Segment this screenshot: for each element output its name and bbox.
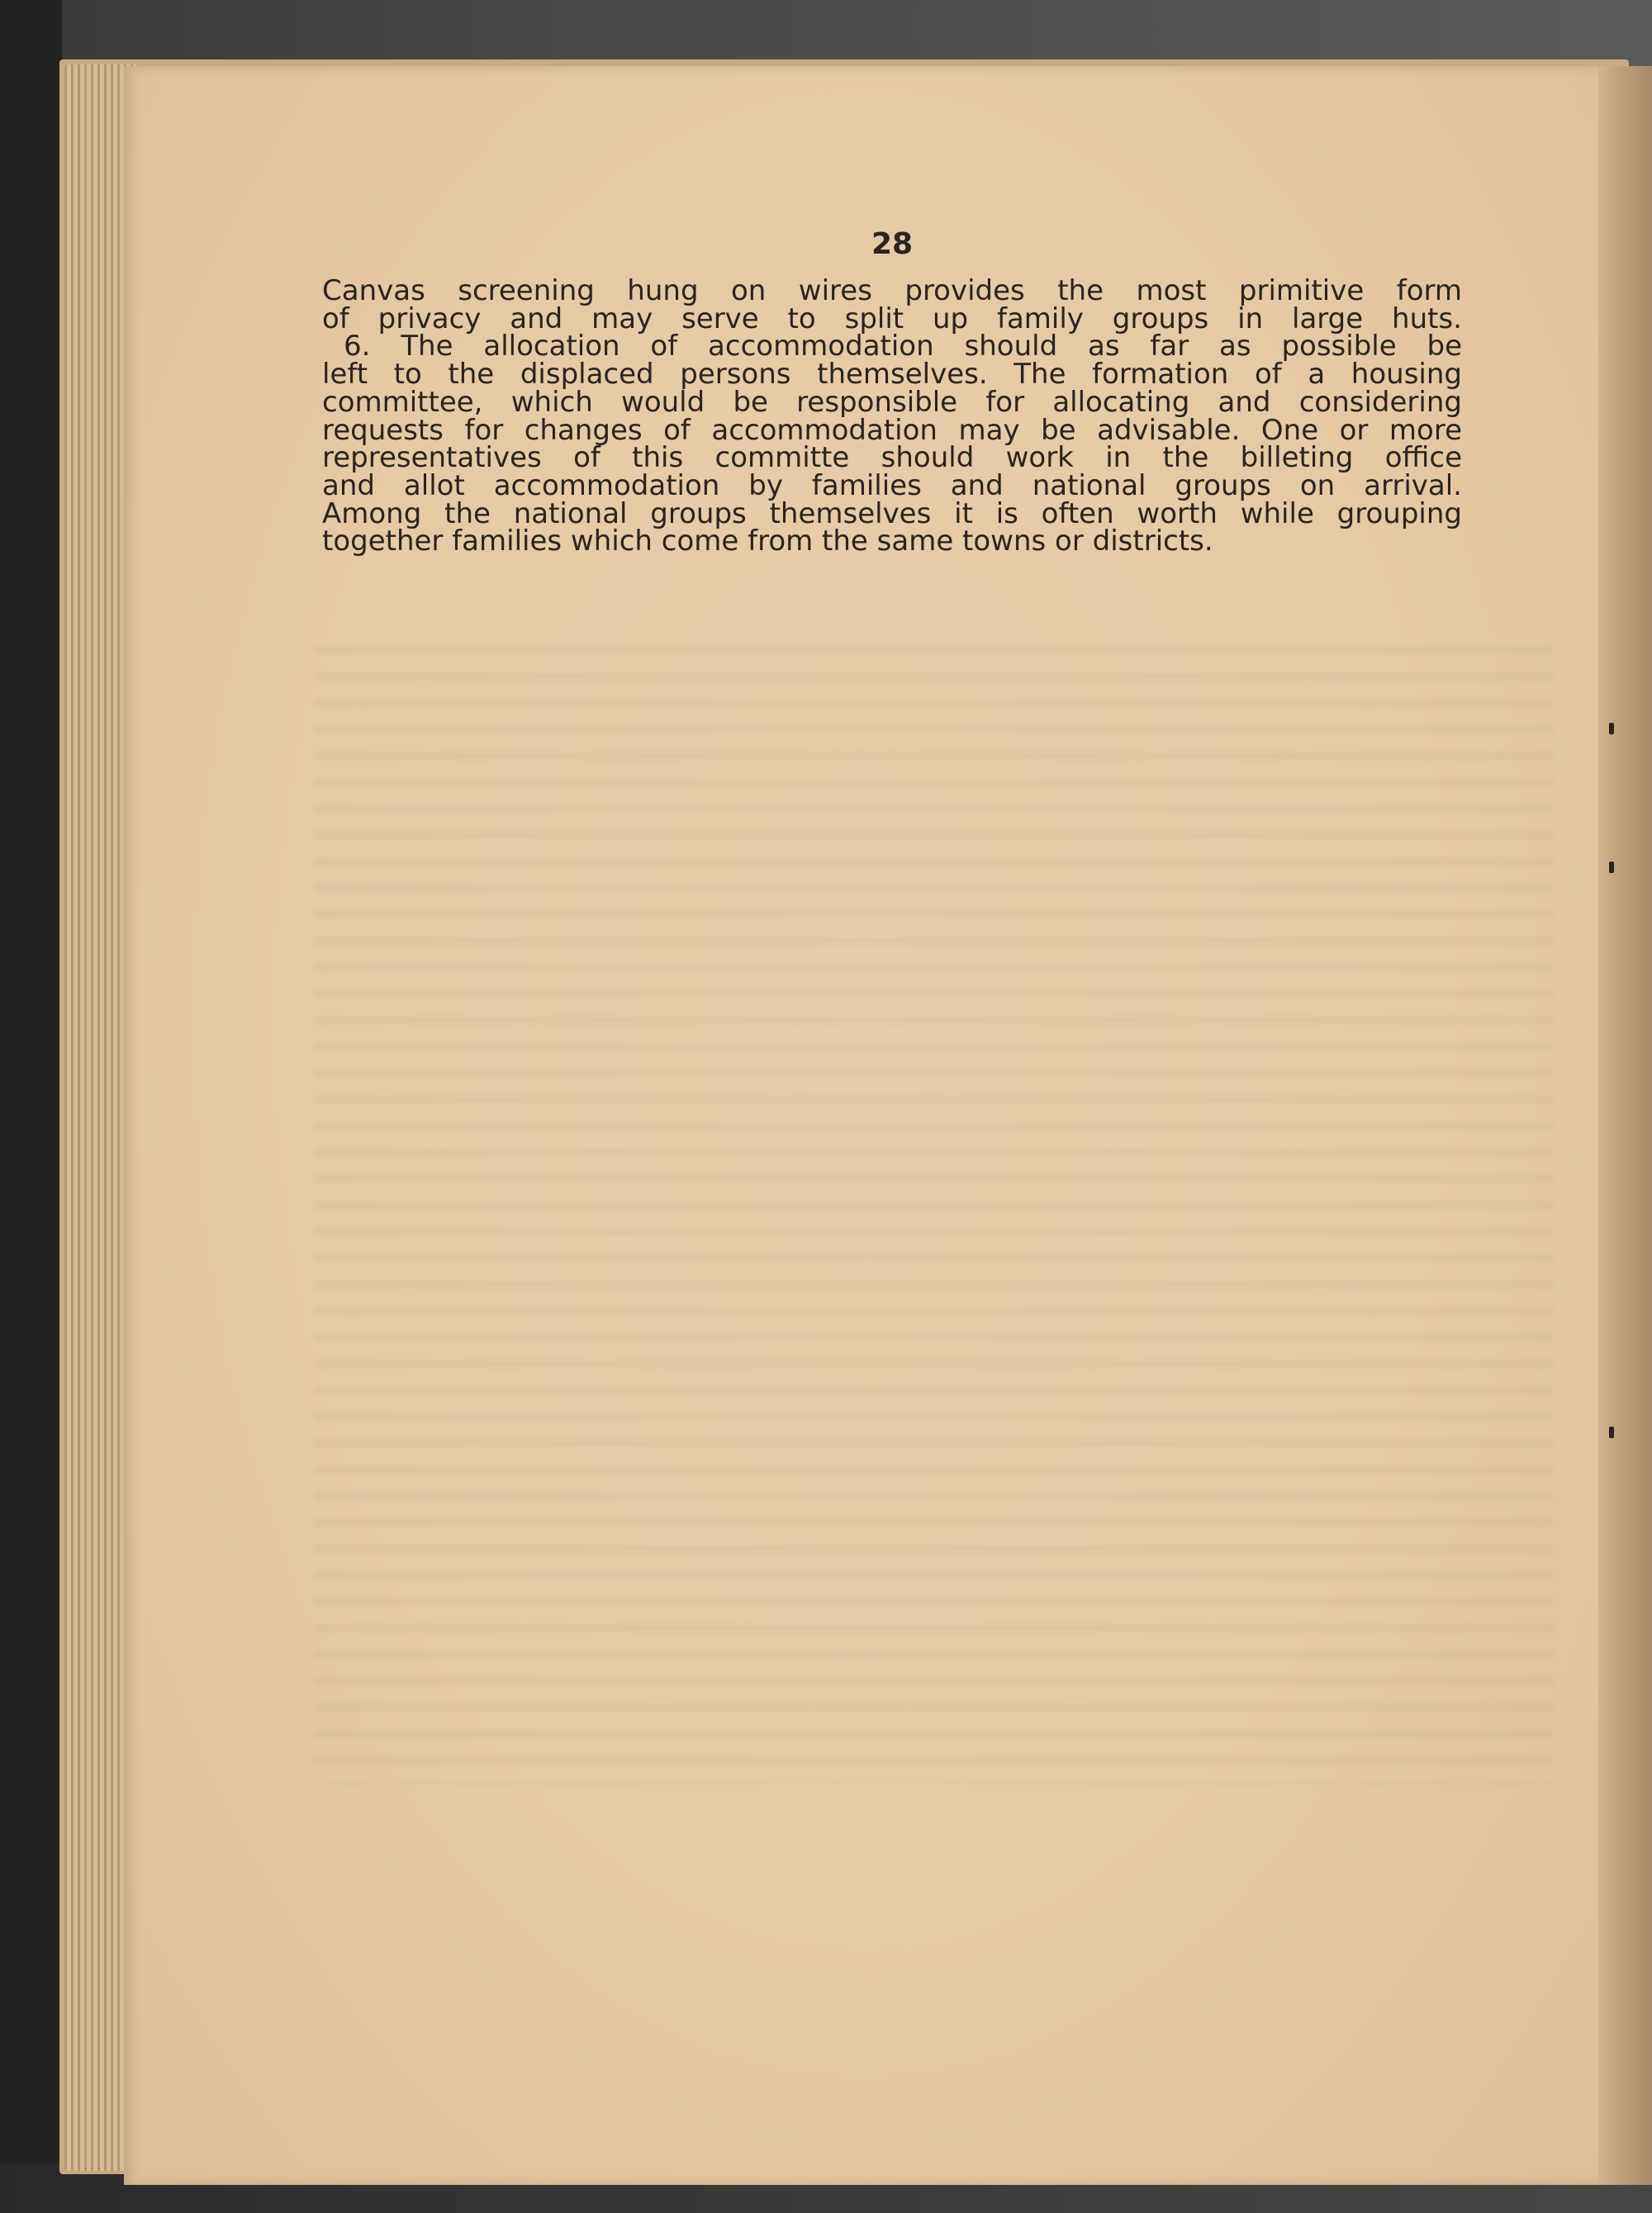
text-line: committee, which would be responsible for allocating and considering <box>322 385 1462 419</box>
show-through-texture <box>314 628 1553 1784</box>
text-line: together families which come from the same towns or districts. <box>322 525 1213 558</box>
page-number: 28 <box>871 227 914 261</box>
paragraph-start-line: 6. The allocation of accommodation should as far as possible be <box>344 330 1462 363</box>
gutter-mark <box>1609 862 1614 873</box>
gutter-mark <box>1609 1427 1614 1438</box>
text-line: requests for changes of accommodation may be advisable. One or more <box>322 413 1462 447</box>
text-line: representatives of this committe should work in the billeting office <box>322 441 1462 475</box>
background-surface <box>0 0 62 2213</box>
text-line: Among the national groups themselves it is often worth while grouping <box>322 496 1462 530</box>
text-line: Canvas screening hung on wires provides the most primitive form <box>322 274 1462 307</box>
text-line: and allot accommodation by families and national groups on arrival. <box>322 468 1462 502</box>
body-text <box>322 274 1462 558</box>
gutter-mark <box>1609 723 1614 734</box>
text-line: of privacy and may serve to split up family groups in large huts. <box>322 302 1462 335</box>
background-surface <box>0 0 1652 66</box>
text-line: left to the displaced persons themselves. The formation of a housing <box>322 358 1462 392</box>
book-gutter <box>1598 66 1652 2185</box>
